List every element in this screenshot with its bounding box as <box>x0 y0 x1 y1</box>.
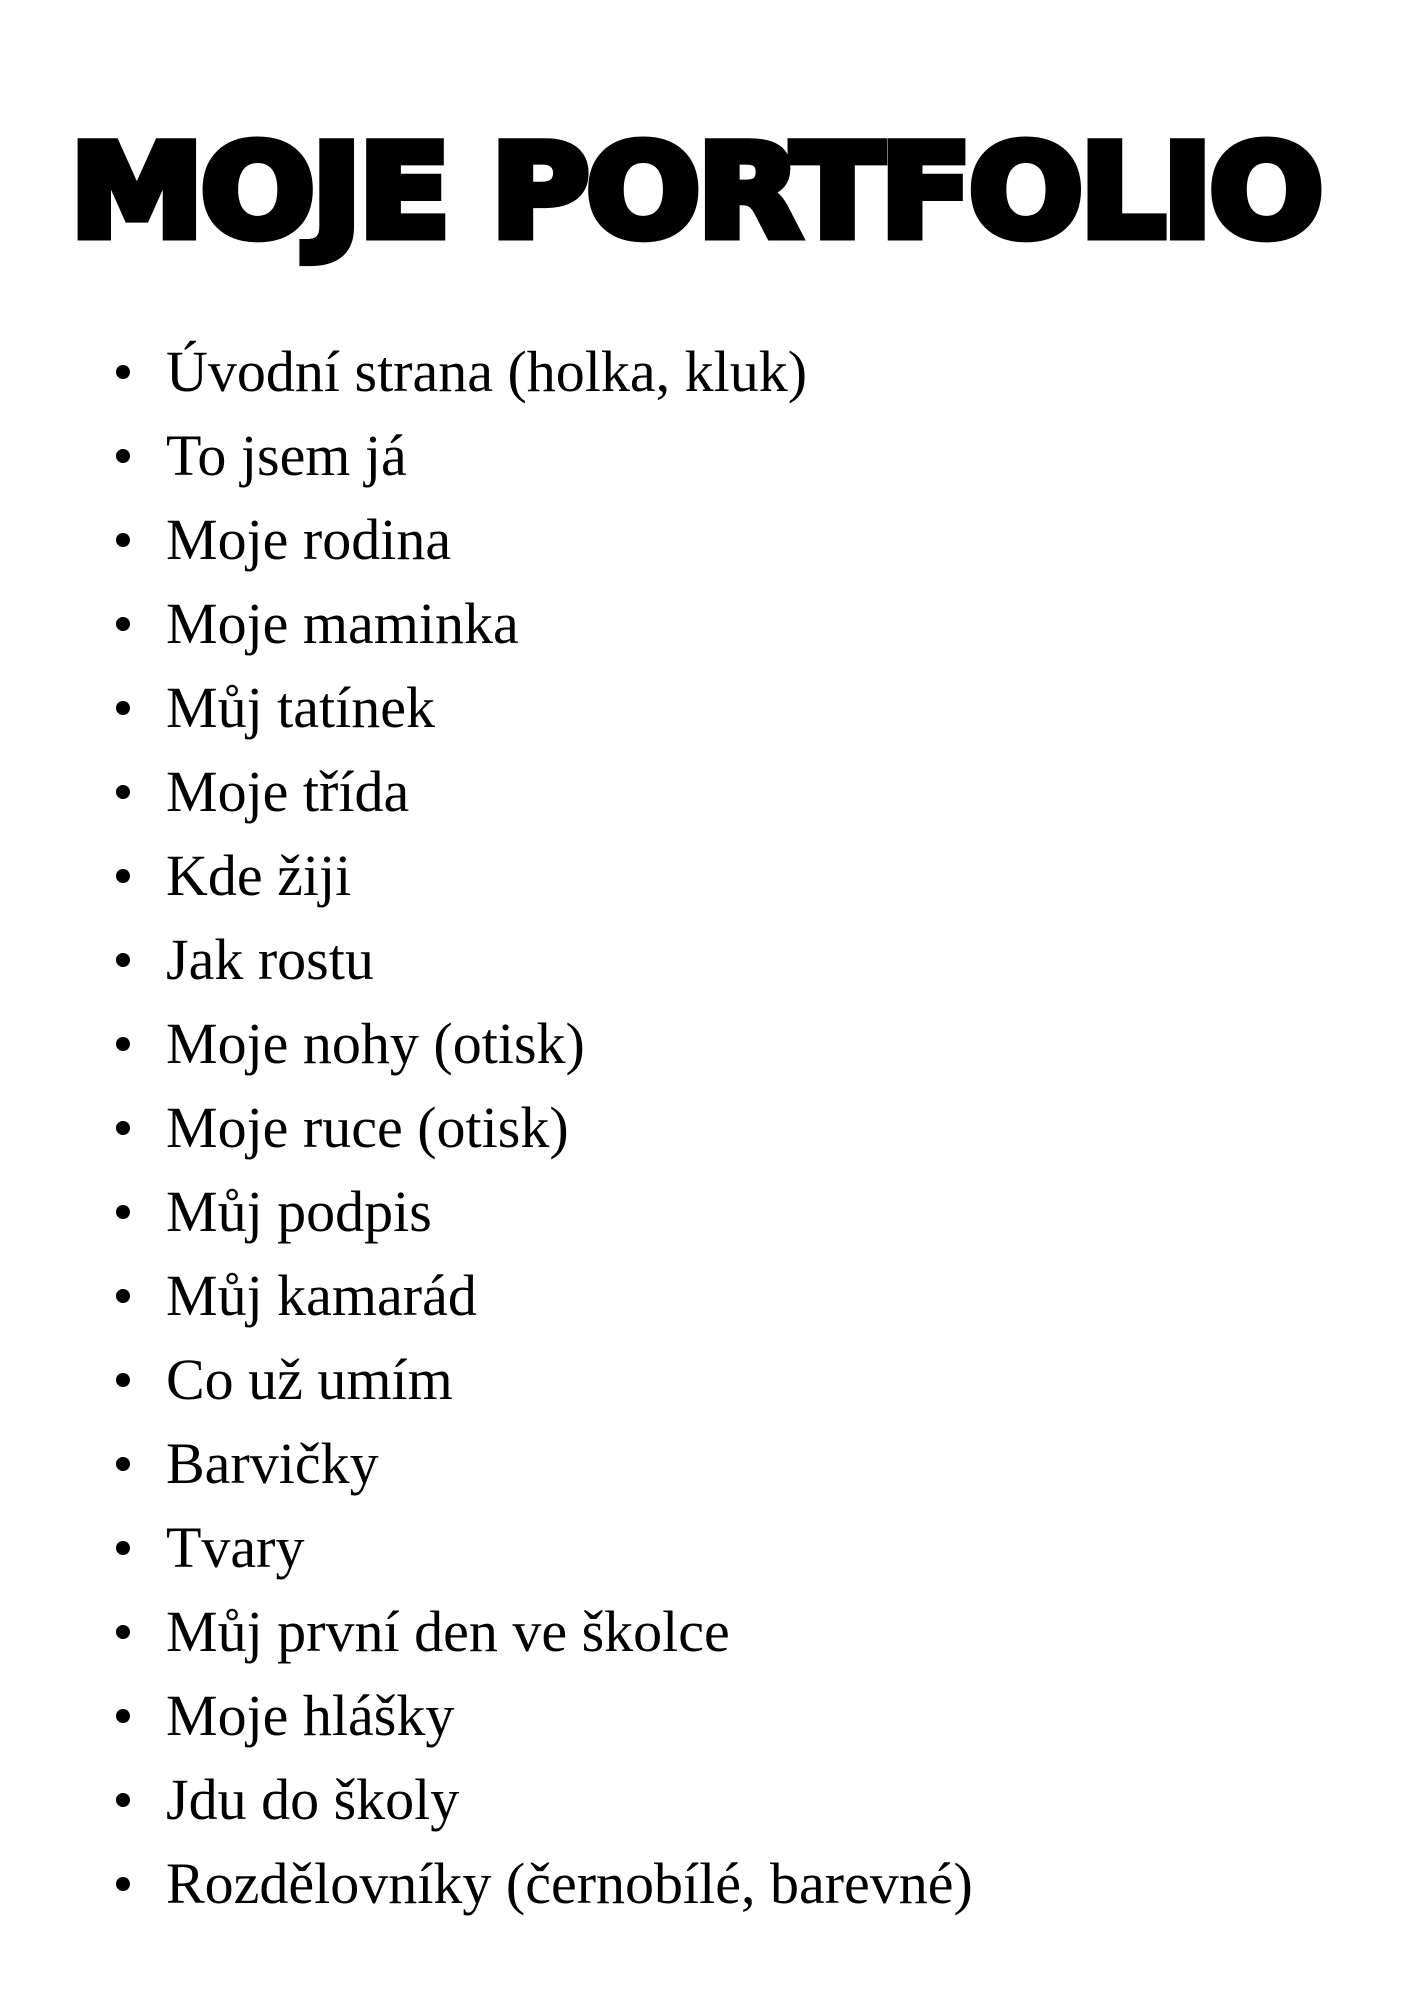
bullet-icon <box>116 1793 130 1807</box>
list-item <box>116 498 973 582</box>
bullet-icon <box>116 1457 130 1471</box>
list-item-label: Můj podpis <box>166 1179 432 1244</box>
list-item-label: Moje třída <box>166 759 410 824</box>
list-item <box>116 414 973 498</box>
contents-list <box>116 330 973 1926</box>
bullet-icon <box>116 1121 130 1135</box>
list-item <box>116 834 973 918</box>
list-item-label: Úvodní strana (holka, kluk) <box>166 339 808 404</box>
list-item <box>116 1170 973 1254</box>
bullet-icon <box>116 617 130 631</box>
list-item-label: Moje rodina <box>166 507 452 572</box>
list-item-label: Můj tatínek <box>166 675 436 740</box>
list-item-label: Moje nohy (otisk) <box>166 1011 585 1076</box>
bullet-icon <box>116 365 130 379</box>
list-item-label: Můj první den ve školce <box>166 1599 730 1664</box>
list-item-label: Co už umím <box>166 1347 453 1412</box>
list-item <box>116 1086 973 1170</box>
list-item <box>116 666 973 750</box>
bullet-icon <box>116 1625 130 1639</box>
list-item <box>116 330 973 414</box>
page-title: MOJE PORTFOLIO <box>70 118 1321 267</box>
list-item <box>116 1506 973 1590</box>
list-item <box>116 1758 973 1842</box>
list-item-label: Moje hlášky <box>166 1683 455 1748</box>
list-item <box>116 1842 973 1926</box>
list-item-label: Jdu do školy <box>166 1767 460 1832</box>
bullet-icon <box>116 533 130 547</box>
list-item <box>116 1002 973 1086</box>
list-item <box>116 582 973 666</box>
list-item <box>116 1422 973 1506</box>
list-item <box>116 1674 973 1758</box>
list-item <box>116 1590 973 1674</box>
bullet-icon <box>116 1541 130 1555</box>
bullet-icon <box>116 1037 130 1051</box>
list-item <box>116 1338 973 1422</box>
bullet-icon <box>116 1877 130 1891</box>
list-item <box>116 1254 973 1338</box>
list-item-label: To jsem já <box>166 423 407 488</box>
bullet-icon <box>116 785 130 799</box>
list-item-label: Barvičky <box>166 1431 379 1496</box>
bullet-icon <box>116 701 130 715</box>
bullet-icon <box>116 449 130 463</box>
list-item-label: Rozdělovníky (černobílé, barevné) <box>166 1851 973 1916</box>
bullet-icon <box>116 1289 130 1303</box>
list-item-label: Moje ruce (otisk) <box>166 1095 569 1160</box>
list-item-label: Jak rostu <box>166 927 374 992</box>
list-item <box>116 750 973 834</box>
list-item-label: Moje maminka <box>166 591 519 656</box>
bullet-icon <box>116 1373 130 1387</box>
list-item <box>116 918 973 1002</box>
list-item-label: Můj kamarád <box>166 1263 477 1328</box>
bullet-icon <box>116 1205 130 1219</box>
bullet-icon <box>116 869 130 883</box>
list-item-label: Tvary <box>166 1515 305 1580</box>
bullet-icon <box>116 953 130 967</box>
bullet-icon <box>116 1709 130 1723</box>
list-item-label: Kde žiji <box>166 843 352 908</box>
